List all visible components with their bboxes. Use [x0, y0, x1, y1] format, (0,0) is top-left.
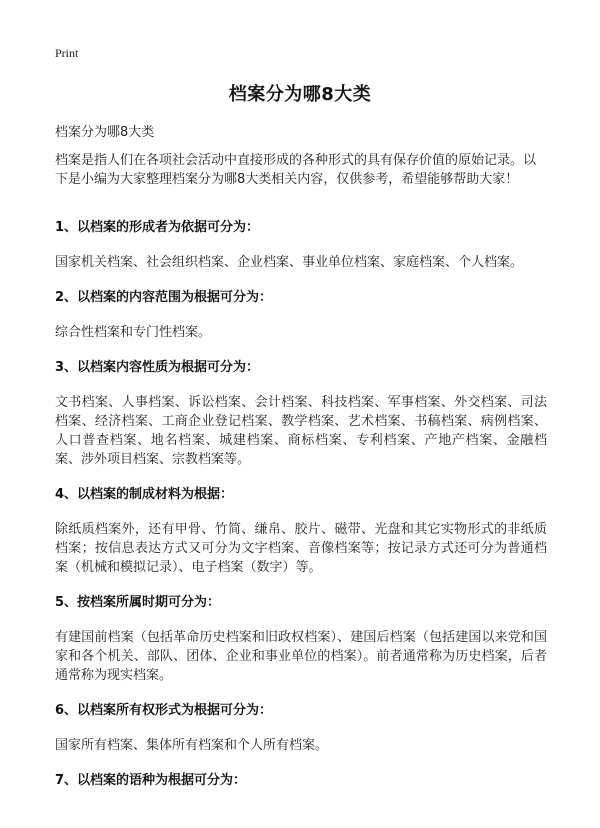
section-heading: 2、以档案的内容范围为根据可分为：	[55, 290, 273, 305]
section-body: 综合性档案和专门性档案。	[55, 325, 212, 340]
section-4	[55, 485, 547, 577]
section-heading: 5、按档案所属时期可分为：	[55, 595, 221, 610]
section-body: 国家所有档案、集体所有档案和个人所有档案。	[55, 738, 329, 753]
section-heading: 4、以档案的制成材料为根据：	[55, 487, 234, 502]
section-6	[55, 701, 547, 755]
section-5	[55, 593, 547, 685]
document-title: 档案分为哪8大类	[228, 84, 372, 105]
section-body: 除纸质档案外，还有甲骨、竹简、缣帛、胶片、磁带、光盘和其它实物形式的非纸质档案；按信息表达方式又可分为文字档案、音像档案等；按记录方式还可分为普通档案（机械和模拟记录）、电子档案（数字）等。	[55, 522, 547, 575]
section-body: 国家机关档案、社会组织档案、企业档案、事业单位档案、家庭档案、个人档案。	[55, 255, 524, 270]
section-list	[55, 218, 547, 806]
section-heading: 1、以档案的形成者为依据可分为：	[55, 220, 260, 235]
section-body: 文书档案、人事档案、诉讼档案、会计档案、科技档案、军事档案、外交档案、司法档案、经济档案、工商企业登记档案、教学档案、艺术档案、书稿档案、病例档案、人口普查档案、地名档案、城建档案、商标档案、专利档案、产地产档案、金融档案、涉外项目档案、宗教档案等。	[55, 395, 547, 467]
section-body: 有建国前档案（包括革命历史档案和旧政权档案）、建国后档案（包括建国以来党和国家和各个机关、部队、团体、企业和事业单位的档案）。前者通常称为历史档案，后者通常称为现实档案。	[55, 630, 547, 683]
section-heading: 7、以档案的语种为根据可分为：	[55, 773, 247, 788]
section-heading: 3、以档案内容性质为根据可分为：	[55, 360, 260, 375]
section-heading: 6、以档案所有权形式为根据可分为：	[55, 703, 273, 718]
document-subtitle: 档案分为哪8大类	[55, 125, 155, 140]
section-1	[55, 218, 547, 272]
print-label: Print	[55, 46, 79, 60]
section-2	[55, 288, 547, 342]
section-3	[55, 358, 547, 469]
intro-paragraph: 档案是指人们在各项社会活动中直接形成的各种形式的具有保存价值的原始记录。以下是小编为大家整理档案分为哪8大类相关内容，仅供参考，希望能够帮助大家！	[55, 153, 537, 187]
section-7	[55, 771, 547, 790]
